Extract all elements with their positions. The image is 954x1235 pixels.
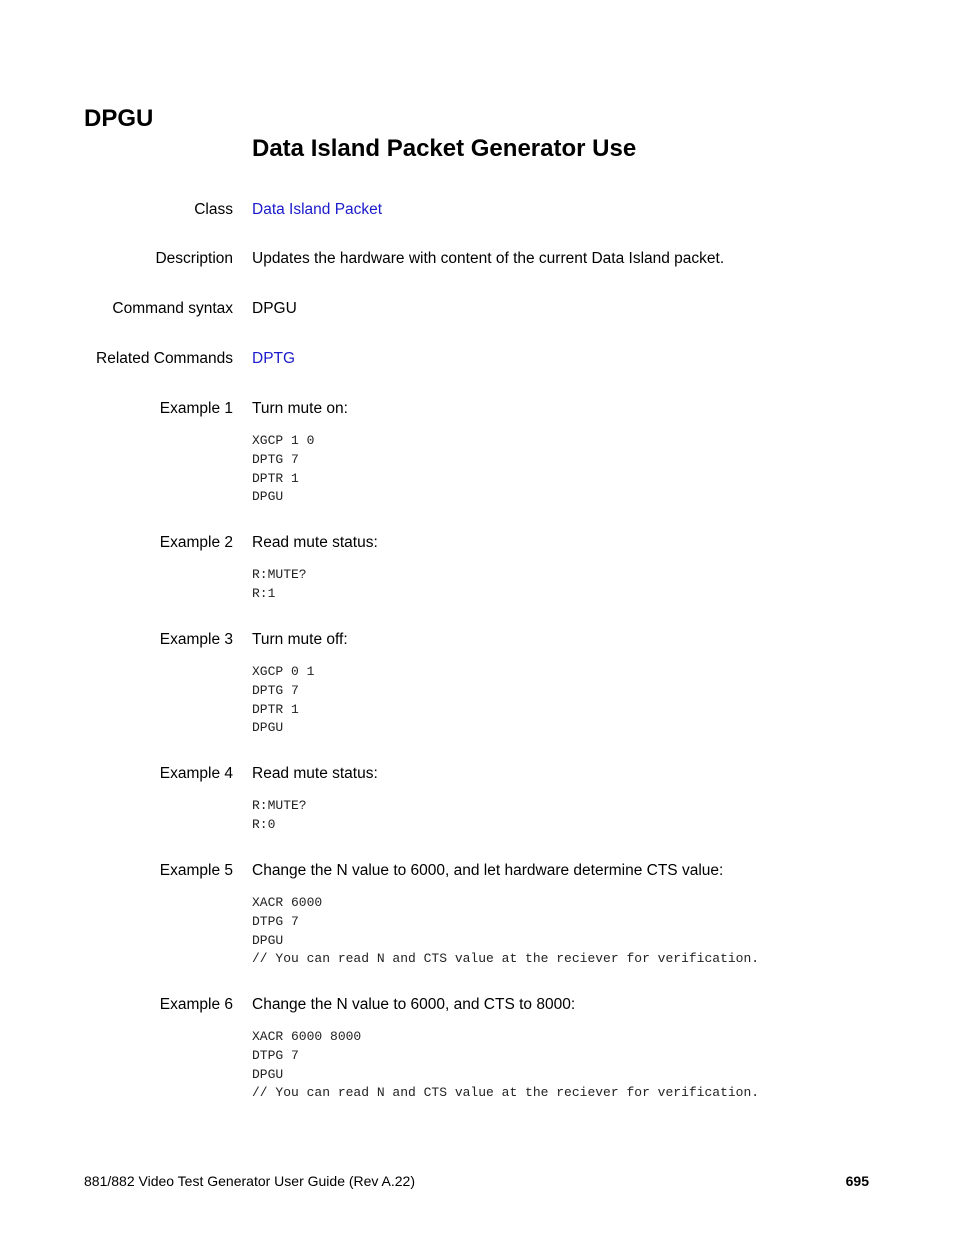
example-code: XGCP 0 1 DPTG 7 DPTR 1 DPGU — [252, 664, 315, 736]
example-label: Example 4 — [159, 765, 233, 782]
example-label: Example 1 — [159, 400, 233, 417]
page-number: 695 — [845, 1173, 869, 1189]
related-label: Related Commands — [96, 350, 233, 367]
related-link-dptg[interactable]: DPTG — [252, 350, 296, 367]
example-label: Example 6 — [159, 996, 233, 1013]
syntax-value: DPGU — [252, 300, 297, 317]
description-text: Updates the hardware with content of the current Data Island packet. — [252, 250, 725, 267]
footer-guide-title: 881/882 Video Test Generator User Guide (Rev A.22) — [84, 1173, 416, 1189]
example-text: Read mute status: — [252, 534, 378, 551]
example-text: Turn mute on: — [252, 400, 348, 417]
example-code: XACR 6000 8000 DTPG 7 DPGU // You can read N and CTS value at the reciever for verification. — [252, 1029, 760, 1101]
example-text: Turn mute off: — [252, 631, 348, 648]
example-text: Change the N value to 6000, and let hardware determine CTS value: — [252, 862, 724, 879]
example-text: Read mute status: — [252, 765, 378, 782]
example-label: Example 2 — [159, 534, 233, 551]
example-code: XGCP 1 0 DPTG 7 DPTR 1 DPGU — [252, 433, 315, 505]
example-text: Change the N value to 6000, and CTS to 8000: — [252, 996, 576, 1013]
description-label: Description — [155, 250, 233, 267]
example-code: XACR 6000 DTPG 7 DPGU // You can read N and CTS value at the reciever for verification. — [252, 895, 760, 967]
class-label: Class — [194, 201, 233, 218]
example-label: Example 3 — [159, 631, 233, 648]
example-code: R:MUTE? R:0 — [252, 798, 307, 832]
example-label: Example 5 — [159, 862, 233, 879]
example-code: R:MUTE? R:1 — [252, 567, 307, 601]
page-title: Data Island Packet Generator Use — [252, 135, 637, 162]
command-name: DPGU — [84, 105, 154, 132]
class-link[interactable]: Data Island Packet — [252, 201, 383, 218]
syntax-label: Command syntax — [112, 300, 233, 317]
